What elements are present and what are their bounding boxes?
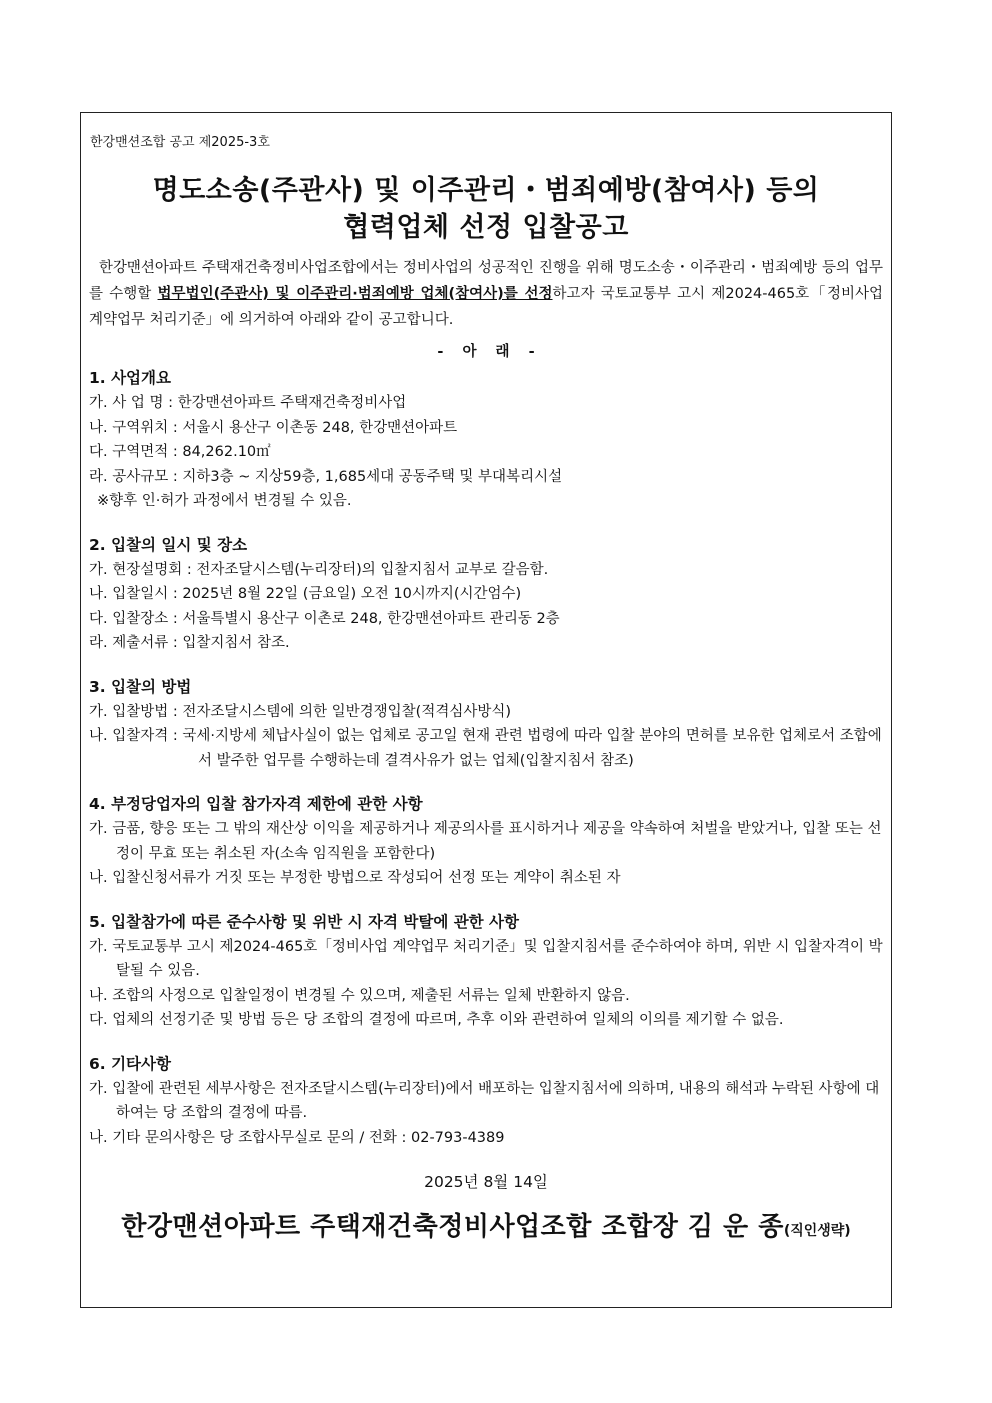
notice-frame — [80, 112, 892, 1308]
list-item: 라. 제출서류 : 입찰지침서 참조. — [89, 635, 290, 651]
seal-omitted-note: (직인생략) — [783, 1223, 851, 1239]
section-restrictions — [89, 791, 883, 891]
section-heading: 1. 사업개요 — [89, 369, 171, 387]
list-item: 나. 입찰신청서류가 거짓 또는 부정한 방법으로 작성되어 선정 또는 계약이 취소된 자 — [89, 870, 621, 886]
list-item: 가. 사 업 명 : 한강맨션아파트 주택재건축정비사업 — [89, 395, 407, 411]
list-item: 가. 현장설명회 : 전자조달시스템(누리장터)의 입찰지침서 교부로 갈음함. — [89, 561, 549, 578]
notice-content — [89, 131, 883, 1243]
list-item: 나. 조합의 사정으로 입찰일정이 변경될 수 있으며, 제출된 서류는 일체 반환하지 않음. — [89, 987, 630, 1004]
section-heading: 2. 입찰의 일시 및 장소 — [89, 535, 248, 554]
ahrae-label: - 아 래 - — [437, 344, 535, 360]
list-item: 다. 업체의 선정기준 및 방법 등은 당 조합의 결정에 따르며, 추후 이와 관련하여 일체의 이의를 제기할 수 없음. — [89, 1012, 784, 1028]
title-line-1: 명도소송(주관사) 및 이주관리・범죄예방(참여사) 등의 — [152, 175, 820, 206]
notice-title — [89, 172, 883, 246]
signature-main: 한강맨션아파트 주택재건축정비사업조합 조합장 김 운 종 — [121, 1212, 784, 1242]
list-item: 가. 국토교통부 고시 제2024-465호「정비사업 계약업무 처리기준」및 입찰지침서를 준수하여야 하며, 위반 시 입찰자격이 박탈될 수 있음. — [89, 938, 883, 979]
section-overview — [89, 365, 883, 514]
signature — [89, 1206, 883, 1243]
intro-text-2: 하고자 국토교통부 고시 제2024-465호「정비사업 계약업무 처리기준」에 의거하여 아래와 같이 공고합니다. — [89, 286, 884, 328]
list-item: 나. 기타 문의사항은 당 조합사무실로 문의 / 전화 : 02-793-4389 — [89, 1129, 505, 1146]
list-item: 다. 구역면적 : 84,262.10㎡ — [89, 444, 271, 460]
notice-number: 한강맨션조합 공고 제2025-3호 — [90, 135, 270, 150]
section-heading: 4. 부정당업자의 입찰 참가자격 제한에 관한 사항 — [89, 795, 423, 813]
section-compliance — [89, 909, 883, 1033]
intro-paragraph — [89, 255, 883, 333]
list-item: 나. 구역위치 : 서울시 용산구 이촌동 248, 한강맨션아파트 — [89, 419, 458, 436]
section-other — [89, 1051, 883, 1151]
list-item-note: ※향후 인·허가 과정에서 변경될 수 있음. — [97, 493, 352, 509]
list-item: 다. 입찰장소 : 서울특별시 용산구 이촌로 248, 한강맨션아파트 관리동 2층 — [89, 610, 560, 627]
list-item: 나. 입찰일시 : 2025년 8월 22일 (금요일) 오전 10시까지(시간엄수) — [89, 586, 522, 602]
section-heading: 5. 입찰참가에 따른 준수사항 및 위반 시 자격 박탈에 관한 사항 — [89, 912, 519, 931]
list-item: 라. 공사규모 : 지하3층 ~ 지상59층, 1,685세대 공동주택 및 부대복리시설 — [89, 468, 563, 485]
intro-text-1: 한강맨션아파트 주택재건축정비사업조합에서는 정비사업의 성공적인 진행을 위해 명도소송・이주관리・범죄예방 등의 업무를 수행할 — [89, 260, 883, 302]
list-item: 가. 입찰방법 : 전자조달시스템에 의한 일반경쟁입찰(적격심사방식) — [89, 703, 512, 720]
intro-underlined: 법무법인(주관사) 및 이주관리·범죄예방 업체(참여사)를 선정 — [157, 286, 553, 302]
title-line-2: 협력업체 선정 입찰공고 — [343, 212, 629, 243]
section-heading: 3. 입찰의 방법 — [89, 677, 192, 696]
list-item: 가. 입찰에 관련된 세부사항은 전자조달시스템(누리장터)에서 배포하는 입찰지침서에 의하며, 내용의 해석과 누락된 사항에 대하여는 당 조합의 결정에 따름. — [89, 1080, 880, 1121]
section-heading: 6. 기타사항 — [89, 1054, 171, 1073]
notice-date: 2025년 8월 14일 — [424, 1173, 548, 1191]
section-schedule — [89, 532, 883, 656]
section-method — [89, 674, 883, 774]
list-item: 나. 입찰자격 : 국세·지방세 체납사실이 없는 업체로 공고일 현재 관련 법령에 따라 입찰 분야의 면허를 보유한 업체로서 조합에서 발주한 업무를 수행하는데 결격사유가 없는 업체(입찰지침서 참조) — [89, 728, 882, 769]
list-item: 가. 금품, 향응 또는 그 밖의 재산상 이익을 제공하거나 제공의사를 표시하거나 제공을 약속하여 처벌을 받았거나, 입찰 또는 선정이 무효 또는 취소된 자(소속 임직원을 포함한다) — [89, 821, 882, 862]
